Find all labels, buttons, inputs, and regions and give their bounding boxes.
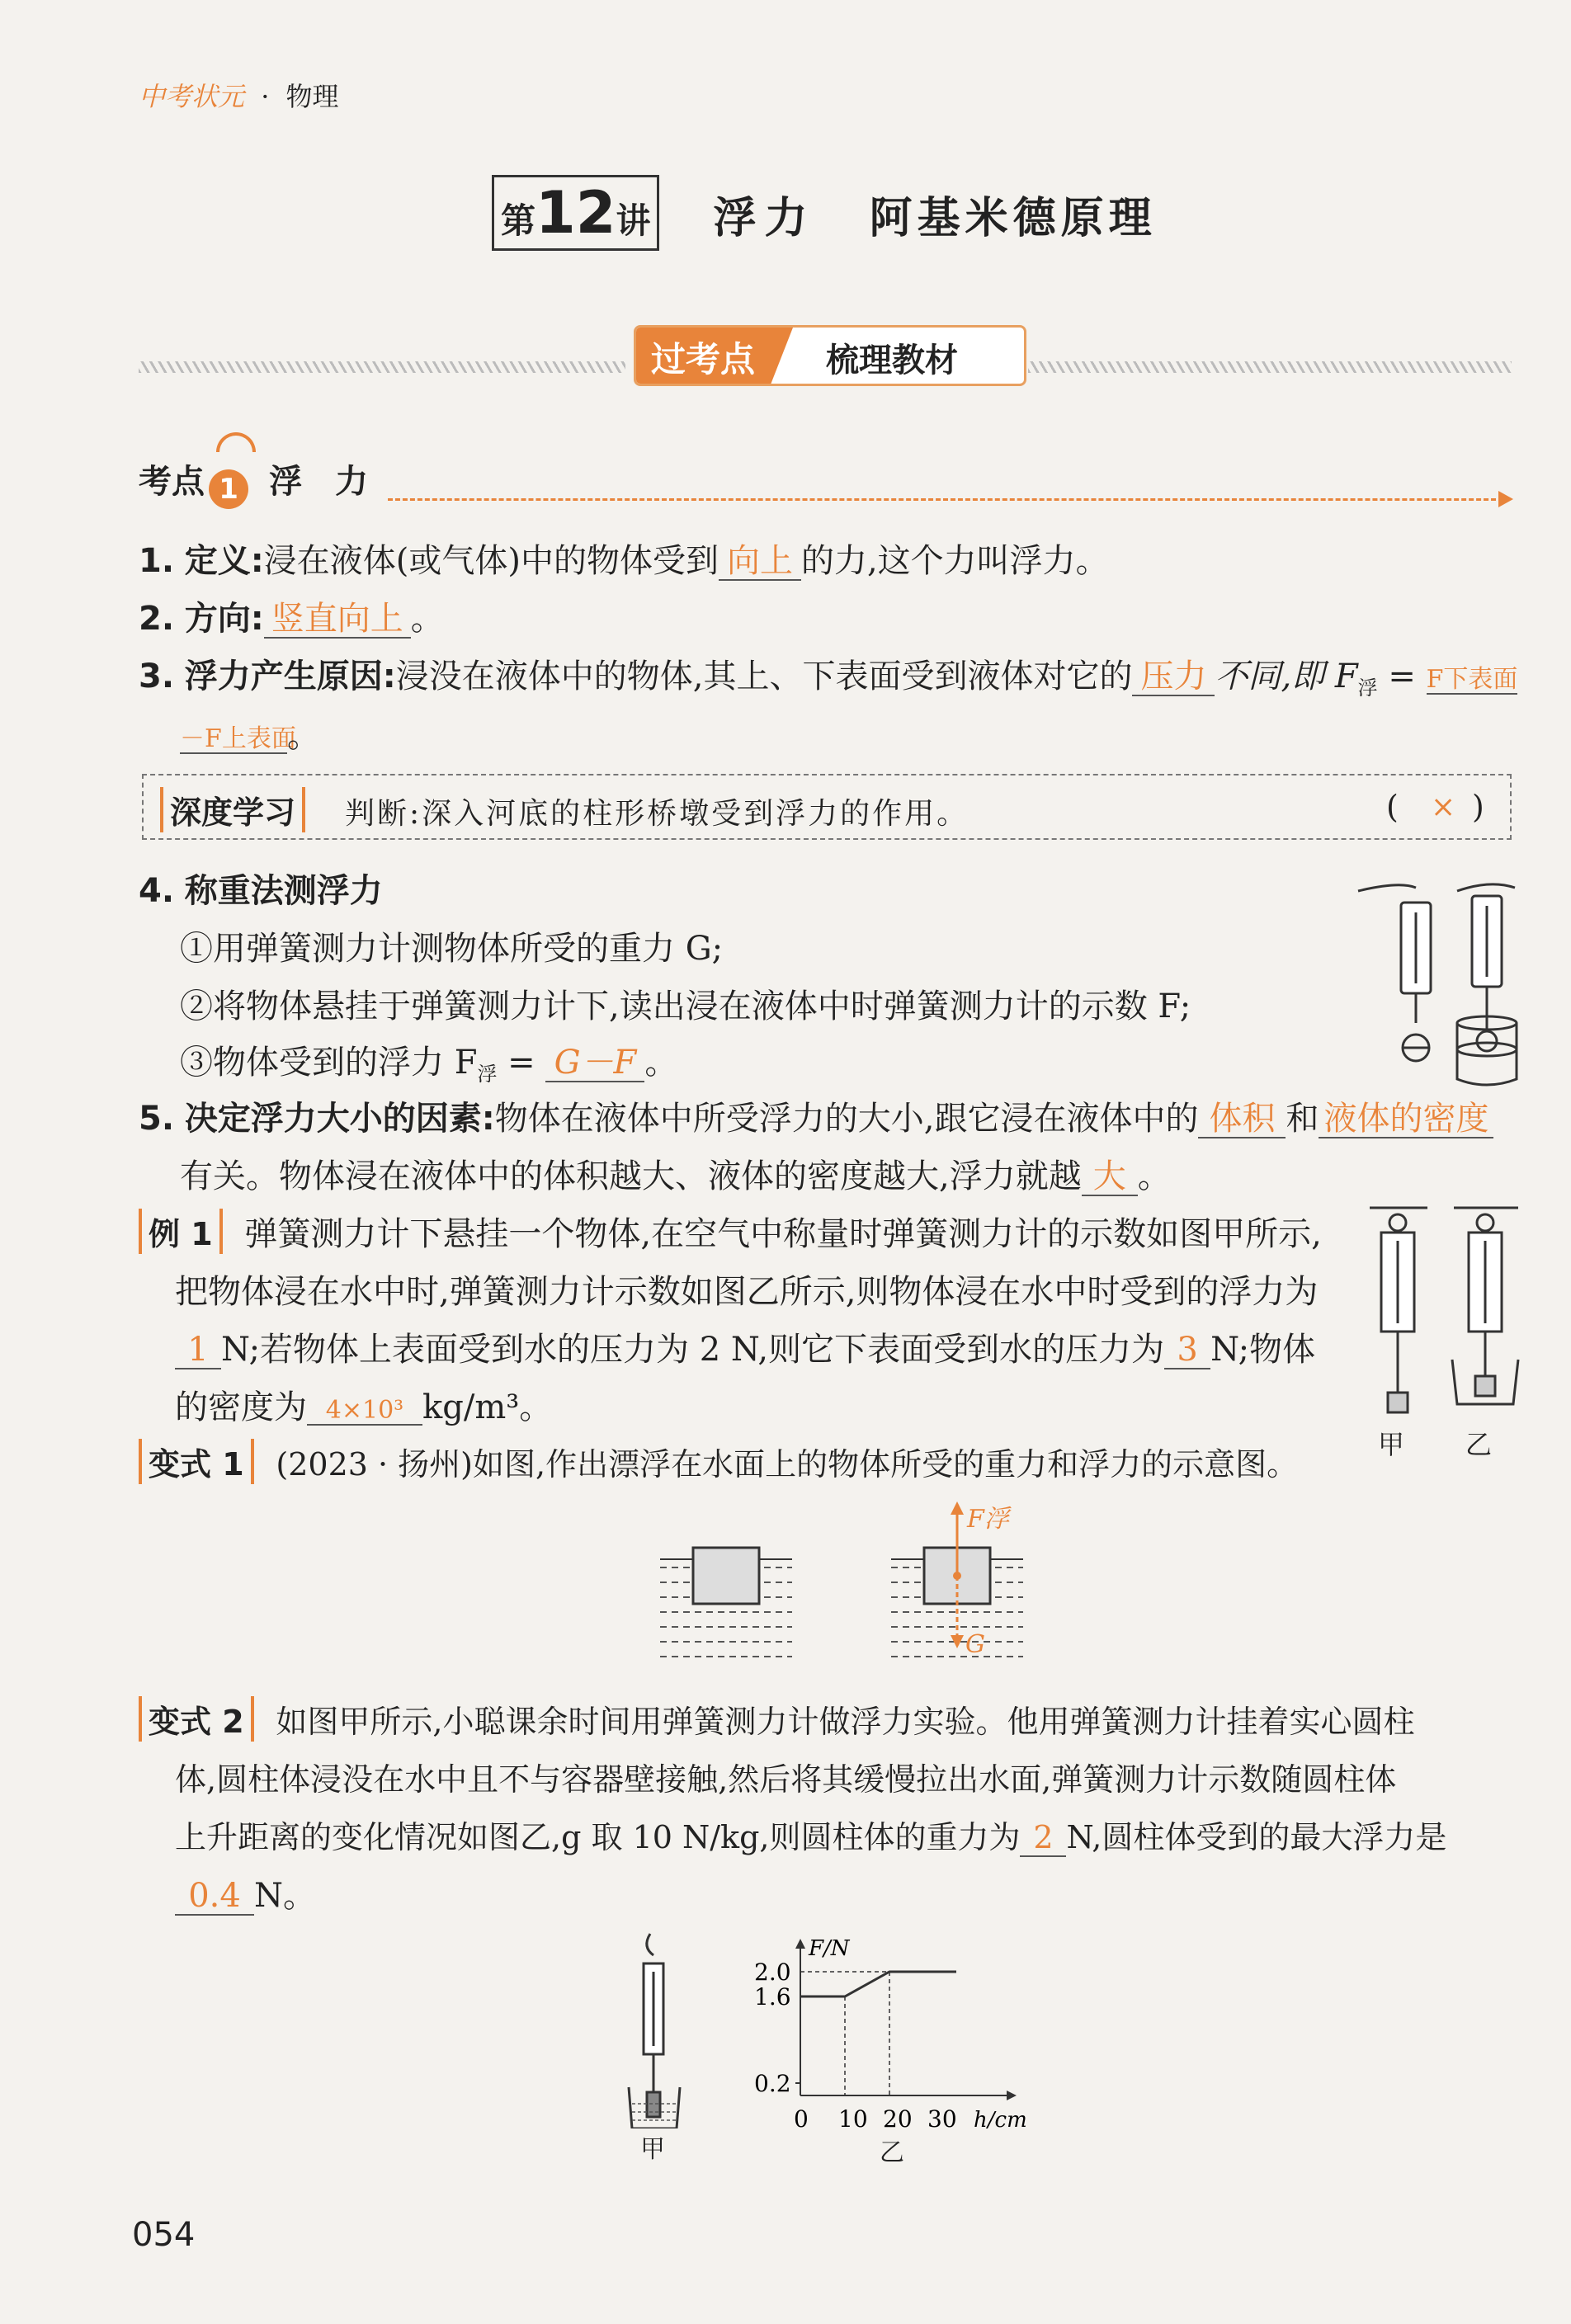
item-number: 5. <box>139 1100 175 1138</box>
item-3 <box>139 650 1517 700</box>
answer-blank: 1 <box>175 1332 221 1369</box>
variant-text: N,圆柱体受到的最大浮力是 <box>1066 1819 1447 1855</box>
item-5-cont <box>180 1150 1171 1197</box>
paren-right: ) <box>1472 789 1484 825</box>
answer-blank: －F上表面 <box>180 724 296 753</box>
lecture-title <box>492 175 1157 251</box>
x-tick-label: 10 <box>838 2105 868 2128</box>
item-text: = <box>497 1044 546 1082</box>
answer-blank: 4×10³ <box>307 1397 422 1426</box>
section-divider <box>388 498 1503 501</box>
answer-blank: 竖直向上 <box>264 601 411 639</box>
answer-blank: 2 <box>1020 1821 1066 1857</box>
item-text: 和 <box>1286 1100 1319 1138</box>
variant-tag: 变式 1 <box>139 1439 254 1484</box>
item-2 <box>139 592 444 639</box>
y-axis-label: F/N <box>809 1939 850 1961</box>
x-axis-label: h/cm <box>974 2108 1027 2128</box>
lecture-number: 12 <box>535 179 616 247</box>
variant-2 <box>139 1696 1414 1742</box>
item-head: 方向: <box>184 600 264 638</box>
arrow-right-icon <box>1498 491 1513 507</box>
example-1 <box>139 1208 1322 1255</box>
item-head: 定义: <box>184 542 264 580</box>
section-banner <box>634 325 1026 386</box>
x-tick-label: 20 <box>883 2105 913 2128</box>
x-axis-arrow <box>1007 2091 1017 2100</box>
item-text: = <box>1377 658 1427 695</box>
lecture-topic-2: 阿基米德原理 <box>869 194 1157 243</box>
item-head: 浮力产生原因: <box>184 658 396 695</box>
item-text: 浸在液体(或气体)中的物体受到 <box>263 542 719 580</box>
deep-learning-text: 判断:深入河底的柱形桥墩受到浮力的作用。 <box>345 797 969 831</box>
item-text: 。 <box>410 600 444 638</box>
brand-logo: 中考状元 <box>139 81 245 112</box>
subscript: 浮 <box>477 1063 498 1086</box>
deep-learning-tag: 深度学习 <box>160 787 305 832</box>
item-number: 4. <box>139 872 175 910</box>
y-tick-label: 0.2 <box>754 2070 791 2097</box>
item-4 <box>139 865 383 912</box>
buoyancy-label: F浮 <box>967 1505 1009 1534</box>
y-tick-label: 2.0 <box>754 1959 791 1986</box>
item-head: 称重法测浮力 <box>184 872 383 910</box>
answer-blank: 向上 <box>719 543 801 581</box>
example-text: 把物体浸在水中时,弹簧测力计示数如图乙所示,则物体浸在水中时受到的浮力为 <box>175 1273 1319 1311</box>
banner-right: 梳理教材 <box>826 342 958 379</box>
example-1-figure <box>1361 1198 1526 1429</box>
deep-learning-answer: × <box>1431 790 1456 824</box>
page-number: 054 <box>132 2216 196 2254</box>
answer-blank: G－F <box>545 1044 644 1082</box>
item-text: 。 <box>1137 1157 1171 1195</box>
item-text: 。 <box>644 1044 678 1082</box>
section-label: 考点 <box>139 463 205 501</box>
gravity-label: G <box>965 1630 985 1659</box>
item-1 <box>139 535 1109 582</box>
answer-blank: 压力 <box>1132 658 1215 696</box>
item-text: 的力,这个力叫浮力。 <box>800 542 1109 580</box>
item-text: 。 <box>287 717 320 755</box>
variant-text: 上升距离的变化情况如图乙,g 取 10 N/kg,则圆柱体的重力为 <box>175 1819 1021 1855</box>
variant-1 <box>139 1439 1298 1484</box>
y-tick-label: 1.6 <box>754 1983 791 2011</box>
figure-label-a: 甲 <box>640 2135 665 2164</box>
item-text: 浸没在液体中的物体,其上、下表面受到液体对它的 <box>395 658 1133 695</box>
lecture-suffix: 讲 <box>616 200 651 241</box>
answer-blank: 液体的密度 <box>1319 1101 1493 1138</box>
example-line-3 <box>175 1323 1315 1370</box>
deep-learning-box <box>142 774 1512 840</box>
example-text: 的密度为 <box>175 1388 307 1426</box>
item-4-step-3 <box>180 1036 677 1087</box>
item-3-cont <box>180 709 320 757</box>
answer-blank: 体积 <box>1198 1101 1286 1138</box>
answer-blank: F下表面 <box>1426 665 1518 694</box>
variant-2-figure-a <box>617 1930 691 2128</box>
figure-label-a: 甲 <box>1378 1429 1405 1460</box>
x-tick-label: 30 <box>927 2105 957 2128</box>
section-heading <box>139 455 368 509</box>
x-tick-label: 0 <box>794 2105 809 2128</box>
example-text: kg/m³。 <box>422 1388 553 1426</box>
force-height-chart <box>751 1939 1031 2128</box>
variant-text: N。 <box>254 1877 316 1915</box>
example-text: N;若物体上表面受到水的压力为 2 N,则它下表面受到水的压力为 <box>221 1331 1165 1369</box>
item-number: 3. <box>139 658 175 695</box>
item-4-step-1: ①用弹簧测力计测物体所受的重力 G; <box>180 930 724 968</box>
variant-2-line-3 <box>175 1812 1446 1857</box>
variant-text: 体,圆柱体浸没在水中且不与容器壁接触,然后将其缓慢拉出水面,弹簧测力计示数随圆柱体 <box>175 1761 1397 1798</box>
example-text: 弹簧测力计下悬挂一个物体,在空气中称量时弹簧测力计的示数如图甲所示, <box>244 1215 1322 1253</box>
item-text: 不同,即 F <box>1215 658 1358 695</box>
subscript: 浮 <box>1357 676 1378 700</box>
banner-hatch-left <box>139 361 625 373</box>
item-5 <box>139 1092 1493 1139</box>
y-axis-arrow <box>795 1939 805 1949</box>
paren-left: ( <box>1386 789 1399 825</box>
example-line-4 <box>175 1381 552 1428</box>
section-number-badge: 1 <box>209 469 248 509</box>
banner-hatch-right <box>1028 361 1512 373</box>
answer-blank: 大 <box>1082 1158 1138 1196</box>
header-dot: · <box>261 81 270 112</box>
item-4-step-2: ②将物体悬挂于弹簧测力计下,读出浸在液体中时弹簧测力计的示数 F; <box>180 988 1191 1025</box>
lecture-prefix: 第 <box>501 200 536 241</box>
item-text: 物体在液体中所受浮力的大小,跟它浸在液体中的 <box>494 1100 1199 1138</box>
signal-icon <box>216 432 256 452</box>
banner-left: 过考点 <box>651 339 756 379</box>
item-number: 1. <box>139 542 175 580</box>
variant-tag: 变式 2 <box>139 1696 254 1742</box>
lecture-topic-1: 浮力 <box>713 194 816 243</box>
variant-2-line-4 <box>175 1869 316 1916</box>
item-number: 2. <box>139 600 175 638</box>
spring-scale-figure <box>1350 866 1523 1089</box>
variant-text: (2023 · 扬州)如图,作出漂浮在水面上的物体所受的重力和浮力的示意图。 <box>276 1446 1299 1483</box>
header <box>139 76 339 114</box>
figure-label-b: 乙 <box>880 2138 904 2167</box>
item-head: 决定浮力大小的因素: <box>184 1100 495 1138</box>
variant-text: 如图甲所示,小聪课余时间用弹簧测力计做浮力实验。他用弹簧测力计挂着实心圆柱 <box>276 1704 1415 1740</box>
section-title: 浮 力 <box>269 463 369 501</box>
data-line <box>800 1972 956 1996</box>
example-text: N;物体 <box>1210 1331 1316 1369</box>
example-tag: 例 1 <box>139 1209 223 1254</box>
lecture-number-box <box>492 175 659 251</box>
item-text: 有关。物体浸在液体中的体积越大、液体的密度越大,浮力就越 <box>180 1157 1082 1195</box>
answer-blank: 3 <box>1164 1332 1210 1369</box>
figure-label-b: 乙 <box>1465 1429 1493 1460</box>
header-subject: 物理 <box>285 81 339 112</box>
item-text: ③物体受到的浮力 F <box>180 1044 478 1082</box>
answer-blank: 0.4 <box>175 1878 254 1916</box>
